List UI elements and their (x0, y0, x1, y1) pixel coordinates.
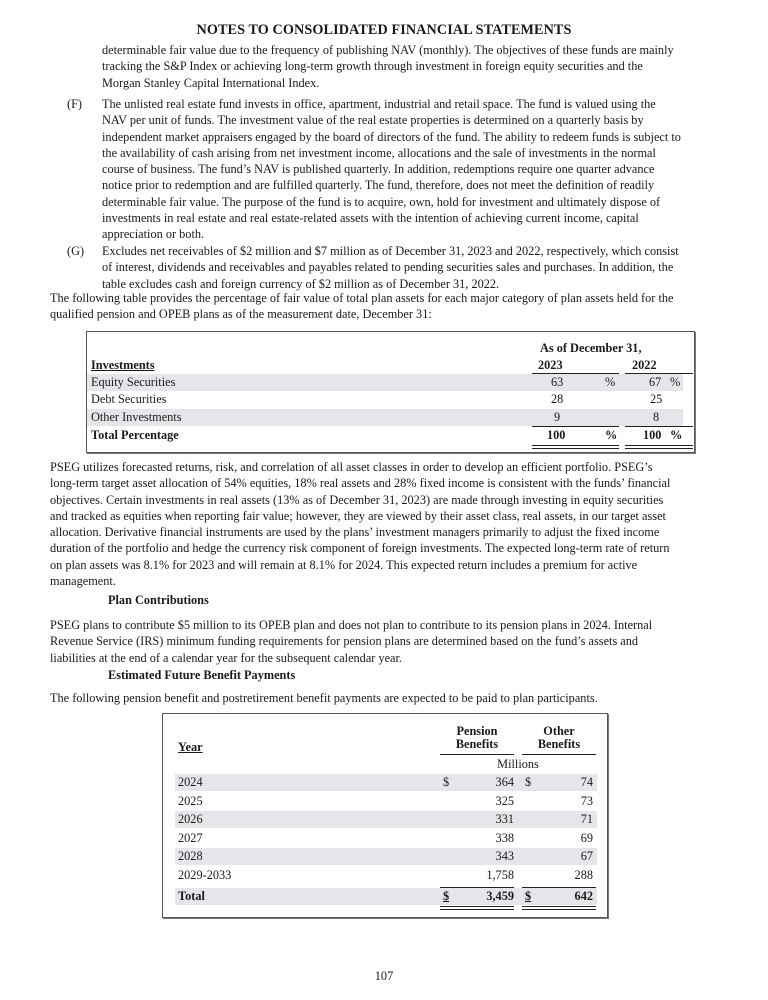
other-value: 288 (574, 867, 593, 882)
value-2023: 9 (554, 410, 561, 424)
text-line: PSEG utilizes forecasted returns, risk, and correlation of all asset classes in order to develop an efficient portfolio. PSEG’s (50, 460, 653, 474)
allocation-paragraph (50, 459, 722, 589)
text-line: determinable fair value due to the frequency of publishing NAV (monthly). The objectives of these funds are mainly (102, 43, 674, 57)
total-row (175, 888, 597, 905)
year-label: 2028 (178, 849, 203, 863)
year-label: 2029-2033 (178, 867, 232, 882)
table-row (175, 811, 597, 828)
value-2023: 28 (551, 392, 564, 406)
page-title: NOTES TO CONSOLIDATED FINANCIAL STATEMENTS (196, 22, 572, 38)
currency-symbol: $ (525, 889, 532, 903)
text-line: PSEG plans to contribute $5 million to its OPEB plan and does not plan to contribute to its pension plans in 2024. Internal (50, 618, 653, 632)
text-line: course of business. The fund’s NAV is published quarterly. In addition, redemptions require one quarter advance (102, 162, 655, 177)
total-row (87, 427, 683, 444)
other-value: 73 (580, 793, 593, 808)
table-row (87, 374, 683, 391)
investments-table (86, 331, 695, 453)
value-2023: 63 (551, 375, 564, 389)
text-line: objectives. Certain investments in real assets (13% as of December 31, 2023) are made through investing in equity securities (50, 492, 664, 507)
future-payments-heading: Estimated Future Benefit Payments (108, 668, 296, 682)
other-benefits-header (522, 725, 596, 751)
year-column-header: Year (178, 740, 203, 754)
total-label: Total Percentage (91, 428, 179, 442)
text-line: notice prior to redemption and are fulfilled quarterly. The fund, therefore, does not meet the definition of readily (102, 178, 655, 193)
header-rule-pension (440, 754, 514, 755)
currency-symbol: $ (443, 889, 450, 903)
value-2022: 67 (649, 375, 662, 389)
table-row (87, 409, 683, 426)
currency-symbol: $ (525, 775, 532, 789)
table-row (175, 774, 597, 791)
text-line: Morgan Stanley Capital International Index. (102, 75, 320, 90)
table-row (175, 848, 597, 865)
plan-contributions-heading: Plan Contributions (108, 593, 209, 607)
pension-value: 325 (495, 793, 514, 808)
double-rule-other (522, 906, 596, 910)
pension-value: 364 (495, 775, 514, 789)
year-2022-header: 2022 (632, 358, 657, 372)
text-line: The following pension benefit and postretirement benefit payments are expected to be paid to plan participants. (50, 691, 598, 705)
footnote-g-label: (G) (67, 244, 85, 258)
text-line: long-term target asset allocation of 54% equities, 18% real assets and 28% fixed income is consistent with the funds’ financial (50, 476, 671, 491)
year-label: 2026 (178, 812, 203, 826)
investments-column-header: Investments (91, 358, 155, 372)
row-label: Other Investments (91, 410, 182, 424)
table-row (175, 867, 597, 884)
header-line: Pension (456, 724, 498, 738)
year-label: 2027 (178, 830, 203, 845)
year-label: 2024 (178, 775, 203, 789)
pension-value: 1,758 (486, 867, 514, 882)
text-line: The following table provides the percentage of fair value of total plan assets for each major category of plan assets held for the (50, 291, 674, 305)
currency-symbol: $ (443, 775, 450, 789)
header-line: Other (543, 724, 575, 738)
text-line: qualified pension and OPEB plans as of the measurement date, December 31: (50, 307, 432, 322)
footnote-f-text (102, 96, 720, 243)
text-line: The unlisted real estate fund invests in office, apartment, industrial and retail space. The fund is valued using the (102, 97, 656, 111)
future-payments-intro (50, 690, 722, 706)
pension-value: 343 (495, 849, 514, 863)
intro-paragraph (50, 290, 722, 323)
text-line: on plan assets was 8.1% for 2023 and will remain at 8.1% for 2024. This expected return includes a premium for active (50, 557, 638, 572)
text-line: duration of the portfolio and hedge the currency risk component of foreign investments. The expected long-term rate of return (50, 541, 670, 556)
benefits-table (162, 713, 608, 918)
text-line: independent market appraisers engaged by the board of directors of the fund. The ability to redeem funds is subject to (102, 129, 681, 144)
pension-value: 338 (495, 830, 514, 845)
percent-sign: % (670, 375, 681, 389)
other-value: 67 (580, 849, 593, 863)
year-label: 2025 (178, 793, 203, 808)
header-line: Benefits (537, 737, 581, 751)
text-line: table excludes cash and foreign currency of $2 million as of December 31, 2022. (102, 276, 500, 291)
row-label: Debt Securities (91, 392, 167, 406)
value-2022: 8 (653, 410, 660, 424)
table-row (175, 830, 597, 847)
year-2023-header: 2023 (538, 358, 563, 372)
text-line: liabilities at the end of a calendar year for the subsequent calendar year. (50, 650, 403, 665)
page-number: 107 (374, 969, 394, 983)
footnote-f-label: (F) (67, 97, 83, 111)
text-line: investments in real estate and real estate-related assets with the intention of achieving current income, capital (102, 211, 639, 226)
text-line: of interest, dividends and receivables and payables related to pending securities sales and purchases. In addition, the (102, 260, 674, 275)
text-line: and tracked as equities when reporting fair value; however, they are viewed by their asset class, real assets, in our target asset (50, 508, 666, 523)
row-label: Equity Securities (91, 375, 176, 389)
text-line: management. (50, 574, 116, 589)
text-line: determinable fair value. The purpose of the fund is to acquire, own, hold for investment and ultimately dispose of (102, 194, 661, 209)
text-line: Revenue Service (IRS) minimum funding requirements for pension plans are determined based on the fund’s assets and (50, 634, 639, 649)
as-of-header: As of December 31, (540, 341, 642, 355)
percent-sign: % (670, 428, 683, 442)
footnote-e-continuation (102, 42, 720, 91)
pension-benefits-header (440, 725, 514, 751)
value-2022: 25 (650, 392, 663, 406)
double-rule-2022 (625, 445, 693, 449)
text-line: NAV per unit of funds. The investment value of the real estate properties is determined on a quarterly basis by (102, 113, 644, 128)
footnote-g-text (102, 243, 720, 292)
units-label: Millions (497, 757, 539, 771)
percent-sign: % (605, 428, 618, 442)
plan-contributions-paragraph (50, 617, 722, 666)
other-value: 71 (580, 812, 593, 826)
text-line: the availability of cash arising from net investment income, allocations and the sale of investments in the normal (102, 145, 656, 160)
double-rule-pension (440, 906, 514, 910)
other-value: 74 (580, 775, 593, 789)
text-line: appreciation or both. (102, 227, 205, 242)
text-line: allocation. Derivative financial instruments are used by the plans’ investment managers primarily to adjust the fixed income (50, 525, 660, 540)
header-rule-other (522, 754, 596, 755)
total-2022: 100 (643, 428, 662, 442)
header-line: Benefits (455, 737, 499, 751)
text-line: tracking the S&P Index or achieving long-term growth through investment in foreign equity securities and the (102, 59, 643, 74)
other-value: 69 (580, 830, 593, 845)
pension-value: 331 (495, 812, 514, 826)
table-row (87, 391, 683, 408)
total-label: Total (178, 889, 205, 903)
total-pension: 3,459 (486, 889, 514, 903)
percent-sign: % (605, 375, 616, 389)
total-2023: 100 (547, 428, 566, 442)
table-row (175, 793, 597, 810)
total-other: 642 (574, 889, 593, 903)
text-line: Excludes net receivables of $2 million and $7 million as of December 31, 2023 and 2022, respectively, which consist (102, 244, 679, 258)
double-rule-2023 (532, 445, 619, 449)
